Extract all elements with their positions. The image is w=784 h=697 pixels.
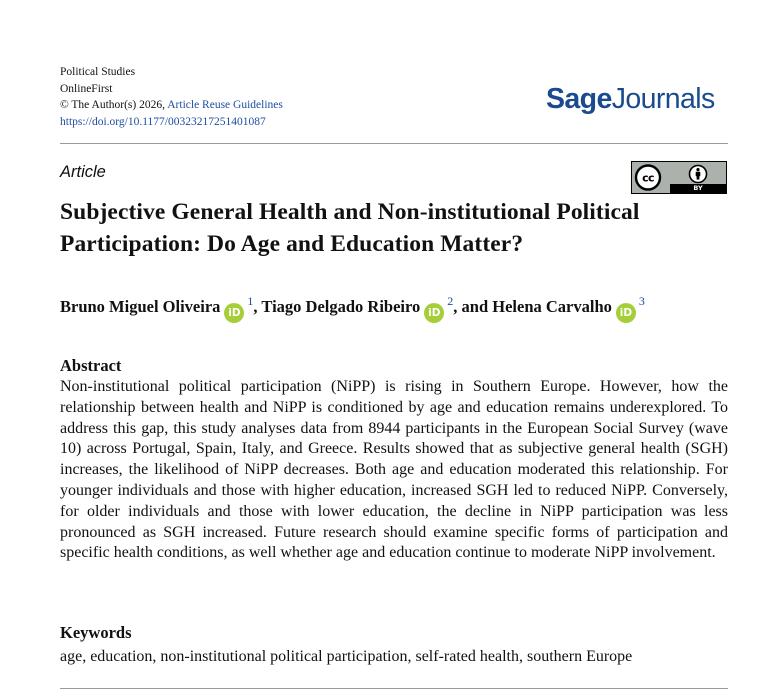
publication-status: OnlineFirst <box>60 82 113 95</box>
keywords-text: age, education, non-institutional political participation, self-rated health, southern Europe <box>60 648 633 665</box>
brand-name-bold: Sage <box>546 83 612 115</box>
affiliation-marker[interactable]: 2 <box>447 294 454 308</box>
article-title: Subjective General Health and Non-institutional Political Participation: Do Age and Education Matter? <box>60 199 640 257</box>
by-label: BY <box>693 184 703 192</box>
abstract-heading: Abstract <box>60 356 122 375</box>
article-type-label: Article <box>60 163 106 181</box>
article-metadata <box>60 64 283 130</box>
orcid-icon[interactable]: iD <box>424 303 444 323</box>
doi-link[interactable]: https://doi.org/10.1177/00323217251401087 <box>60 115 266 128</box>
journal-name: Political Studies <box>60 66 136 78</box>
attribution-icon <box>688 164 708 184</box>
reuse-guidelines-link[interactable]: Article Reuse Guidelines <box>167 99 283 111</box>
author-separator: , <box>253 297 262 316</box>
affiliation-marker[interactable]: 1 <box>247 294 254 308</box>
author-name[interactable]: Helena Carvalho <box>492 297 612 316</box>
svg-text:cc: cc <box>642 171 654 185</box>
author-name[interactable]: Bruno Miguel Oliveira <box>60 297 221 316</box>
affiliation-marker[interactable]: 3 <box>638 294 645 308</box>
brand-name-regular: Journals <box>611 83 715 115</box>
abstract-text: Non-institutional political participation (NiPP) is rising in Southern Europe. However, how the relationship between health and NiPP is conditioned by age and education remains underexplored. To address this gap, this study analyses data from 8944 participants in the European Social Survey (wave 10) across Portugal, Spain, Italy, and Greece. Results showed that as subjective general health (SGH) increases, the likelihood of NiPP decreases. Both age and education moderated this relationship. For younger individuals and those with higher education, increased SGH led to reduced NiPP. Conversely, for older individuals and those with lower education, the decline in NiPP participation was less pronounced as SGH increased. Future research should examine specific forms of participation and specific health conditions, as well whether age and education continue to moderate NiPP involvement. <box>60 378 728 562</box>
header-divider <box>60 143 728 144</box>
author-separator: , and <box>453 297 493 316</box>
author-list <box>60 296 645 323</box>
cc-icon <box>634 164 664 191</box>
cc-by-license-badge[interactable] <box>631 161 727 194</box>
copyright-text: © The Author(s) 2026, <box>60 99 165 111</box>
footer-divider <box>60 688 728 689</box>
keywords-heading: Keywords <box>60 623 132 642</box>
orcid-icon[interactable]: iD <box>616 303 636 323</box>
sage-journals-logo[interactable] <box>546 82 715 116</box>
copyright-line <box>60 97 283 114</box>
orcid-icon[interactable]: iD <box>224 303 244 323</box>
author-name[interactable]: Tiago Delgado Ribeiro <box>261 297 421 316</box>
